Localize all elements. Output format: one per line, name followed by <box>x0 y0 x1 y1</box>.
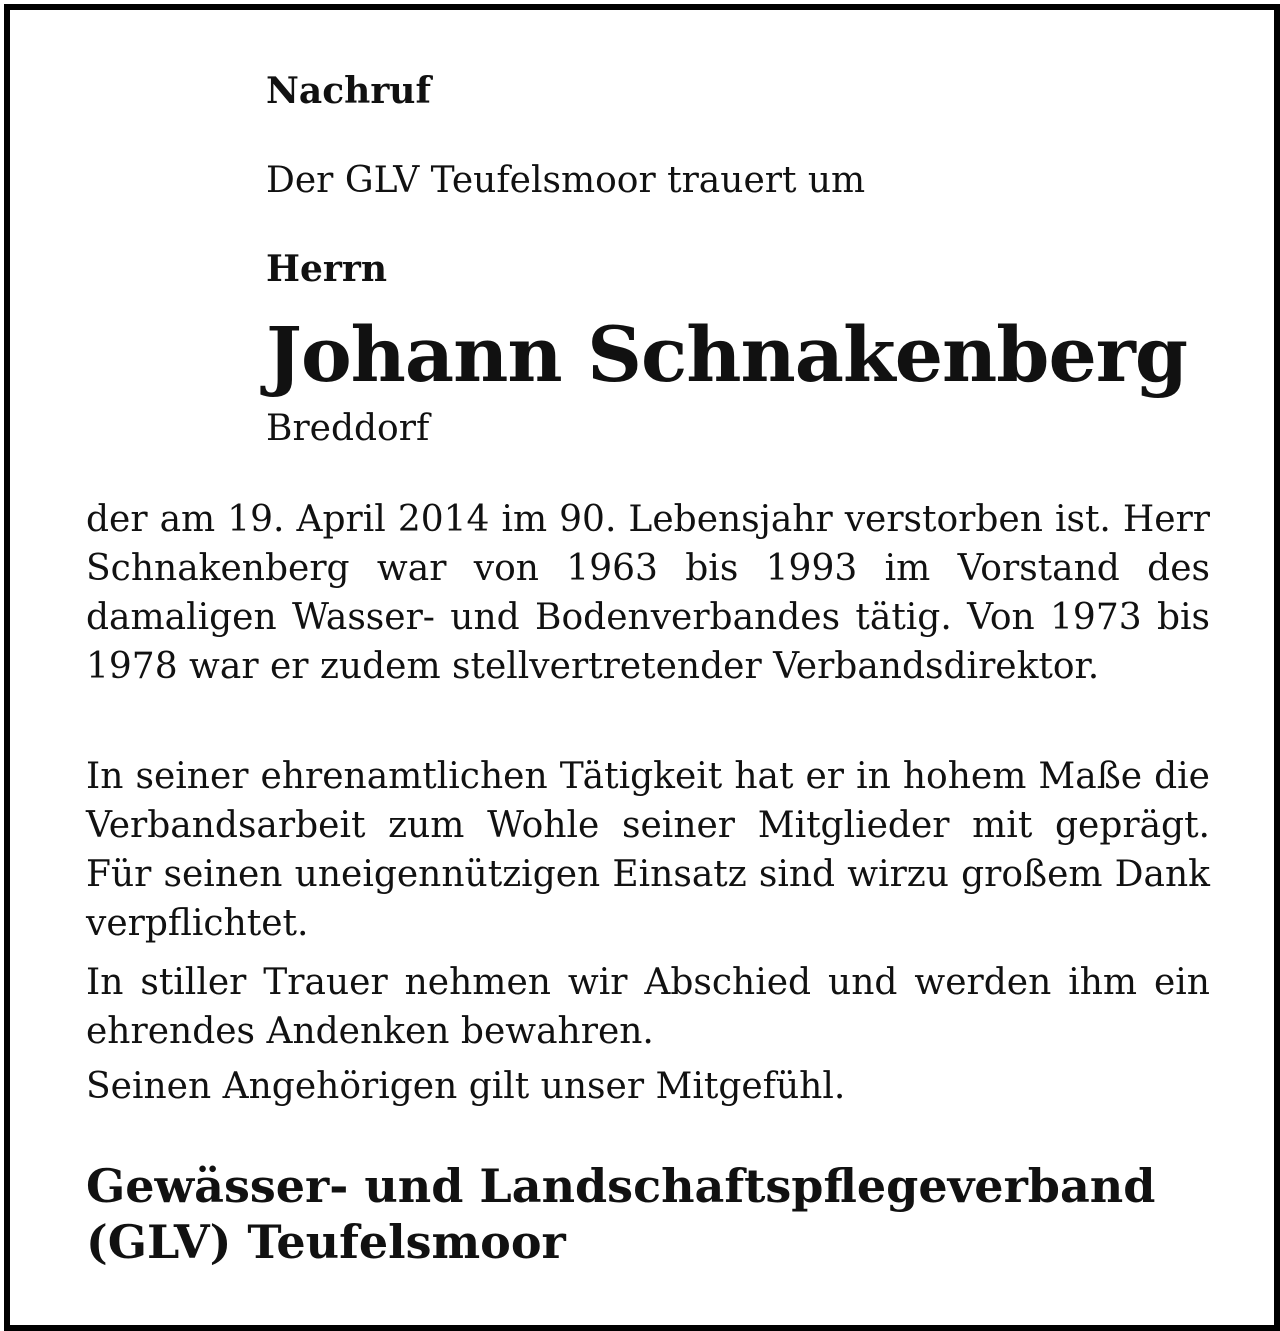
heading: Nachruf <box>266 70 431 112</box>
paragraph-4: Seinen Angehörigen gilt unser Mitgefühl. <box>86 1066 846 1107</box>
signature <box>86 1158 1210 1270</box>
intro-line: Der GLV Teufelsmoor trauert um <box>266 160 866 201</box>
paragraph-1: der am 19. April 2014 im 90. Lebensjahr verstorben ist. Herr Schnakenberg war von 1963 bis 1993 im Vorstand des damaligen Wasser- und Bodenverbandes tätig. Von 1973 bis 1978 war er zudem stellvertretender Verbandsdirektor. <box>86 499 1210 687</box>
signature-line-1: Gewässer- und Landschaftspflegeverband <box>86 1159 1156 1213</box>
place: Breddorf <box>266 408 430 449</box>
deceased-name: Johann Schnakenberg <box>266 310 1187 399</box>
salutation: Herrn <box>266 248 388 290</box>
signature-line-2: (GLV) Teufelsmoor <box>86 1215 566 1269</box>
paragraph-3: In stiller Trauer nehmen wir Abschied und werden ihm ein ehrendes Andenken bewahren. <box>86 962 1210 1052</box>
paragraph-2: In seiner ehrenamtlichen Tätigkeit hat er in hohem Maße die Verbandsarbeit zum Wohle seiner Mitglieder mit geprägt. Für seinen uneigennützigen Einsatz sind wirzu großem Dank verpflichtet. <box>86 756 1210 944</box>
obituary-frame <box>4 4 1280 1331</box>
